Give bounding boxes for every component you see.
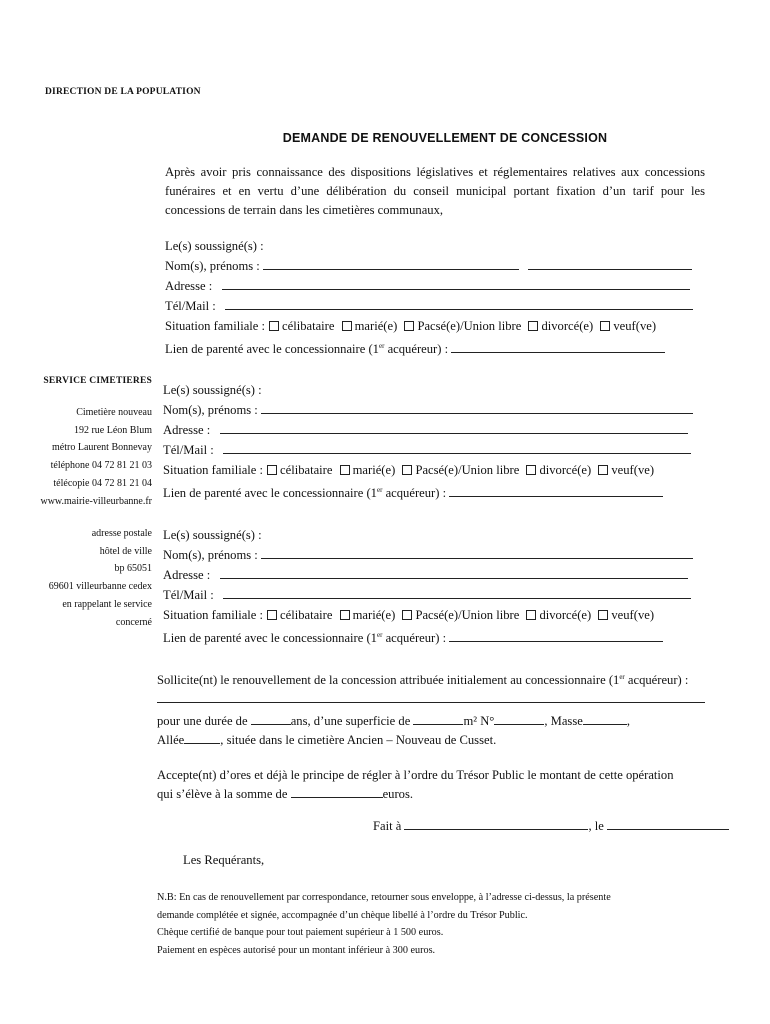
option-label: veuf(ve) (611, 608, 655, 622)
comma: , (626, 714, 630, 729)
relation-suffix: acquéreur) : (382, 486, 447, 501)
relation-label: Lien de parenté avec le concessionnaire (1 (165, 342, 379, 357)
allee-field[interactable] (184, 731, 220, 744)
soussigne-label: Le(s) soussigné(s) : (163, 528, 262, 542)
acceptance-section (157, 766, 674, 804)
option-label: marié(e) (352, 608, 396, 622)
tel-label: Tél/Mail : (163, 588, 214, 602)
checkbox-divorce[interactable] (528, 321, 538, 331)
service-contact (40, 404, 152, 510)
tel-field[interactable] (223, 441, 691, 454)
page-title: DEMANDE DE RENOUVELLEMENT DE CONCESSION (282, 131, 608, 145)
names-label: Nom(s), prénoms : (163, 403, 258, 417)
masse-label: , Masse (544, 714, 583, 729)
situation-label: Situation familiale : (163, 463, 264, 477)
option-label: divorcé(e) (539, 608, 592, 622)
checkbox-veuf[interactable] (598, 465, 608, 475)
relation-suffix: acquéreur) : (382, 631, 447, 646)
option-label: marié(e) (354, 319, 398, 333)
amount-label: qui s’élève à la somme de (157, 787, 291, 801)
names-label: Nom(s), prénoms : (163, 548, 258, 562)
tel-label: Tél/Mail : (165, 299, 216, 313)
intro-paragraph: Après avoir pris connaissance des dispositions législatives et réglementaires relatives aux concessions funéraires et en vertu d’une délibération du conseil municipal portant fixation d’un tarif pour les concessions de terrain dans les cimetières communaux, (165, 165, 705, 217)
applicant-block-2 (163, 380, 693, 503)
relation-sup: er (376, 631, 383, 639)
option-label: célibataire (280, 463, 333, 477)
relation-label: Lien de parenté avec le concessionnaire (1 (163, 631, 377, 646)
situation-label: Situation familiale : (165, 319, 266, 333)
requerants-label: Les Requérants, (183, 853, 265, 867)
area-label: ans, d’une superficie de (290, 714, 414, 729)
duration-label: pour une durée de (157, 714, 251, 729)
checkbox-marie[interactable] (342, 321, 352, 331)
note-line: demande complétée et signée, accompagnée d’un chèque libellé à l’ordre du Trésor Public. (157, 909, 528, 921)
masse-field[interactable] (583, 712, 627, 725)
names-field-2[interactable] (528, 257, 692, 270)
soussigne-label: Le(s) soussigné(s) : (165, 239, 264, 253)
postal-line: bp 65051 (114, 563, 152, 575)
date-label: , le (588, 819, 608, 833)
checkbox-marie[interactable] (340, 465, 350, 475)
request-section (157, 668, 705, 750)
checkbox-divorce[interactable] (526, 610, 536, 620)
postal-line: en rappelant le service (62, 598, 152, 610)
checkbox-marie[interactable] (340, 610, 350, 620)
option-label: divorcé(e) (539, 463, 592, 477)
contact-line: Cimetière nouveau (76, 407, 152, 418)
option-label: Pacsé(e)/Union libre (415, 608, 520, 622)
checkbox-celibataire[interactable] (269, 321, 279, 331)
relation-sup: er (376, 486, 383, 494)
postal-line: hôtel de ville (99, 545, 152, 557)
initial-concessionnaire-field[interactable] (157, 690, 705, 703)
postal-line: adresse postale (91, 528, 152, 539)
checkbox-pacse[interactable] (402, 610, 412, 620)
tel-field[interactable] (225, 297, 693, 310)
duration-field[interactable] (251, 712, 291, 725)
number-field[interactable] (494, 712, 544, 725)
option-label: Pacsé(e)/Union libre (417, 319, 522, 333)
option-label: veuf(ve) (611, 463, 655, 477)
amount-field[interactable] (291, 785, 383, 798)
note-line: Chèque certifié de banque pour tout paiement supérieur à 1 500 euros. (157, 927, 444, 938)
contact-line: téléphone 04 72 81 21 03 (50, 460, 152, 472)
names-field[interactable] (263, 257, 519, 270)
checkbox-pacse[interactable] (402, 465, 412, 475)
address-label: Adresse : (163, 568, 211, 582)
checkbox-veuf[interactable] (600, 321, 610, 331)
address-field[interactable] (220, 421, 688, 434)
tel-field[interactable] (223, 586, 691, 599)
note-line: Paiement en espèces autorisé pour un montant inférieur à 300 euros. (157, 944, 436, 956)
number-label: m² N° (463, 714, 495, 729)
relation-sup: er (378, 342, 385, 350)
place-field[interactable] (404, 817, 588, 830)
option-label: divorcé(e) (541, 319, 594, 333)
option-label: Pacsé(e)/Union libre (415, 463, 520, 477)
allee-label: Allée (157, 733, 185, 748)
option-label: veuf(ve) (613, 319, 657, 333)
names-field[interactable] (261, 546, 693, 559)
signature-place-date (373, 817, 729, 836)
relation-field[interactable] (451, 340, 665, 353)
situation-label: Situation familiale : (163, 608, 264, 622)
service-title: SERVICE CIMETIERES (43, 376, 152, 386)
date-field[interactable] (607, 817, 729, 830)
area-field[interactable] (413, 712, 463, 725)
website-link[interactable]: www.mairie-villeurbanne.fr (40, 495, 152, 507)
relation-suffix: acquéreur) : (384, 342, 449, 357)
relation-field[interactable] (449, 484, 663, 497)
checkbox-veuf[interactable] (598, 610, 608, 620)
note-line: N.B: En cas de renouvellement par correspondance, retourner sous enveloppe, à l’adresse ci-dessus, la présente (157, 892, 611, 903)
relation-field[interactable] (449, 629, 663, 642)
soussigne-label: Le(s) soussigné(s) : (163, 383, 262, 397)
contact-line: métro Laurent Bonnevay (52, 442, 152, 454)
request-sup: er (619, 673, 625, 681)
option-label: célibataire (280, 608, 333, 622)
department-header: DIRECTION DE LA POPULATION (45, 87, 201, 97)
option-label: célibataire (282, 319, 335, 333)
euros-label: euros. (382, 787, 414, 801)
address-label: Adresse : (163, 423, 211, 437)
relation-label: Lien de parenté avec le concessionnaire (1 (163, 486, 377, 501)
fait-label: Fait à (373, 819, 405, 833)
cemetery-text: , située dans le cimetière Ancien – Nouveau de Cusset. (220, 733, 497, 748)
acceptance-text: Accepte(nt) d’ores et déjà le principe de régler à l’ordre du Trésor Public le montant de cette opération (157, 768, 674, 782)
checkbox-pacse[interactable] (404, 321, 414, 331)
checkbox-divorce[interactable] (526, 465, 536, 475)
address-label: Adresse : (165, 279, 213, 293)
contact-line: télécopie 04 72 81 21 04 (53, 477, 152, 489)
postal-address (49, 525, 152, 631)
postal-line: 69601 villeurbanne cedex (48, 581, 152, 593)
option-label: marié(e) (352, 463, 396, 477)
names-field[interactable] (261, 401, 693, 414)
applicant-block-3 (163, 525, 693, 648)
contact-line: 192 rue Léon Blum (73, 424, 152, 436)
nb-note (157, 889, 717, 959)
postal-line: concerné (115, 616, 152, 628)
checkbox-celibataire[interactable] (267, 610, 277, 620)
names-label: Nom(s), prénoms : (165, 259, 260, 273)
checkbox-celibataire[interactable] (267, 465, 277, 475)
applicant-block-1 (165, 236, 693, 359)
address-field[interactable] (222, 277, 690, 290)
address-field[interactable] (220, 566, 688, 579)
tel-label: Tél/Mail : (163, 443, 214, 457)
request-suffix: acquéreur) : (624, 673, 689, 688)
request-text: Sollicite(nt) le renouvellement de la concession attribuée initialement au concessionnaire (1 (157, 673, 620, 688)
